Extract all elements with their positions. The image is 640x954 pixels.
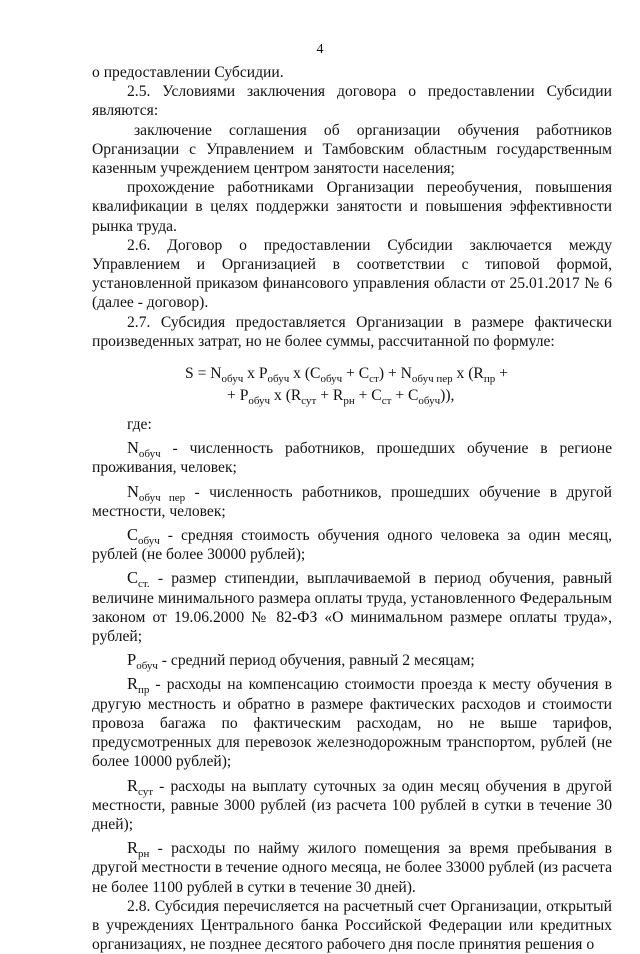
definition-item: $C_{ст.}$ - размер стипендии, выплачиваемой в период обучения, равный величине минимального размера оплаты труда, установленного Федеральным законом от 19.06.2000 № 82-ФЗ «О минимальном размере оплаты труда», рублей; xyxy=(92,568,612,646)
paragraph-2-6: 2.6. Договор о предоставлении Субсидии заключается между Управлением и Организацией в соответствии с типовой формой, установленной приказом финансового управления области от 25.01.2017 № 6 (далее - договор). xyxy=(92,236,612,312)
page-number: 4 xyxy=(316,42,324,57)
paragraph-2-8: 2.8. Субсидия перечисляется на расчетный счет Организации, открытый в учреждениях Центрального банка Российской Федерации или кредитных организациях, не позднее десятого рабочего дня после принятия решения о xyxy=(92,897,612,954)
definition-item: $C_{обуч}$ - средняя стоимость обучения одного человека за один месяц, рублей (не более 30000 рублей); xyxy=(92,525,612,564)
formula-line-1: $S = N_{обуч}$ x $P_{обуч}$ x $(C_{обуч} + C_{ст}) + N_{обуч пер}$ x ($R_{пр}$ + xyxy=(185,365,508,386)
definition-item: $N_{обуч пер}$ - численность работников, прошедших обучение в другой местности, человек; xyxy=(92,481,612,520)
where-label: где: xyxy=(127,416,152,434)
paragraph-2-5: 2.5. Условиями заключения договора о предоставлении Субсидии являются: xyxy=(92,83,612,120)
definition-item: $R_{рн}$ - расходы по найму жилого помещения за время пребывания в другой местности в течение одного месяца, не более 33000 рублей (из расчета не более 1100 рублей в сутки в течение 30 дней). xyxy=(92,838,612,896)
paragraph-continuation: о предоставлении Субсидии. xyxy=(92,64,284,81)
paragraph-2-7: 2.7. Субсидия предоставляется Организации в размере фактически произведенных затрат, но не более суммы, рассчитанной по формуле: xyxy=(92,313,612,350)
definition-item: $R_{пр}$ - расходы на компенсацию стоимости проезда к месту обучения в другую местность и обратно в размере фактических расходов и стоимости провоза багажа по фактическим расходам, но не выше тарифов, предусмотренных для перевозок железнодорожным транспортом, рублей (не более 10000 рублей); xyxy=(92,674,612,771)
subsidy-formula xyxy=(92,363,612,407)
document-body xyxy=(92,63,612,954)
definition-item: $P_{обуч}$ - средний период обучения, равный 2 месяцам; xyxy=(127,650,475,673)
paragraph-condition-training: прохождение работниками Организации переобучения, повышения квалификации в целях поддержки занятости и повышения эффективности рынка труда. xyxy=(92,179,612,235)
formula-line-2: + $P_{обуч}$ x $(R_{сут} + R_{рн} + C_{ст} + C_{обуч})$), xyxy=(227,387,455,408)
definition-item: $N_{обуч}$ - численность работников, прошедших обучение в регионе проживания, человек; xyxy=(92,438,612,477)
definition-item: $R_{сут}$ - расходы на выплату суточных за один месяц обучения в другой местности, равные 3000 рублей (из расчета 100 рублей в сутки в течение 30 дней); xyxy=(92,775,612,833)
definitions-list xyxy=(92,438,612,896)
paragraph-condition-agreement: заключение соглашения об организации обучения работников Организации с Управлением и Тамбовским областным государственным казенным учреждением центром занятости населения; xyxy=(92,121,612,178)
